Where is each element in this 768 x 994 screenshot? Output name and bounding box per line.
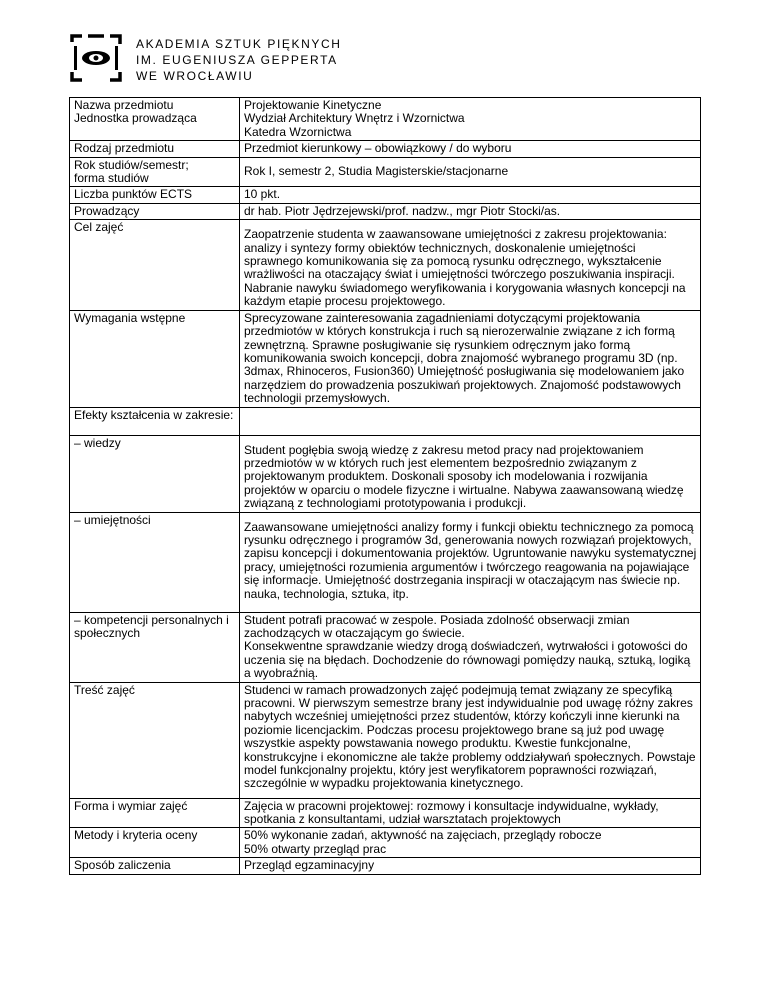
competencies-label: – kompetencji personalnych i społecznych [70,612,240,682]
goal-value: Zaopatrzenie studenta w zaawansowane umiejętności z zakresu projektowania: analizy i syntezy formy obiektów technicznych, doskonalenie umiejętności sprawnego komunikowania się za pomocą rysunku odręcznego, wykształcenie wrażliwości na otaczający świat i umiejętności twórczego poszukiwania inspiracji. Nabranie nawyku świadomego weryfikowania i korygowania własnych koncepcji na każdym etapie procesu projektowego. [240,220,701,310]
skills-label: – umiejętności [70,512,240,612]
table-row [70,828,701,858]
course-type-value: Przedmiot kierunkowy – obowiązkowy / do wyboru [240,141,701,157]
lecturer-label: Prowadzący [70,203,240,219]
outcomes-label: Efekty kształcenia w zakresie: [70,407,240,435]
ects-value: 10 pkt. [240,187,701,203]
requirements-label: Wymagania wstępne [70,310,240,407]
institution-line-1: AKADEMIA SZTUK PIĘKNYCH [136,37,342,51]
institution-name [136,36,342,84]
outcomes-value [240,407,701,435]
table-row [70,407,701,435]
table-row [70,203,701,219]
assessment-label: Sposób zaliczenia [70,858,240,874]
form-value: Zajęcia w pracowni projektowej: rozmowy i konsultacje indywidualne, wykłady, spotkania z konsultantami, udział warsztatach projektowych [240,798,701,828]
ects-label: Liczba punktów ECTS [70,187,240,203]
academy-logo [68,32,124,84]
content-label: Treść zajęć [70,682,240,798]
course-info-table [69,97,701,875]
course-name-label: Nazwa przedmiotu Jednostka prowadząca [70,98,240,141]
assessment-value: Przegląd egzaminacyjny [240,858,701,874]
form-label: Forma i wymiar zajęć [70,798,240,828]
table-row [70,612,701,682]
table-row [70,798,701,828]
requirements-value: Sprecyzowane zainteresowania zagadnieniami dotyczącymi projektowania przedmiotów w których konstrukcja i ruch są nierozerwalnie związane z ich formą zewnętrzną. Sprawne posługiwanie się rysunkiem odręcznym jako formą komunikowania swoich koncepcji, dobra znajomość wybranego programu 3D (np. 3dmax, Rhinoceros, Fusion360) Umiejętność posługiwania się modelowaniem jako narzędziem do prowadzenia poszukiwań projektowych. Znajomość podstawowych technologii przemysłowych. [240,310,701,407]
goal-label: Cel zajęć [70,220,240,310]
methods-value: 50% wykonanie zadań, aktywność na zajęciach, przeglądy robocze 50% otwarty przegląd prac [240,828,701,858]
table-row [70,141,701,157]
table-row [70,98,701,141]
table-row [70,220,701,310]
course-name-value: Projektowanie Kinetyczne Wydział Architektury Wnętrz i Wzornictwa Katedra Wzornictwa [240,98,701,141]
course-type-label: Rodzaj przedmiotu [70,141,240,157]
knowledge-value: Student pogłębia swoją wiedzę z zakresu metod pracy nad projektowaniem przedmiotów w w których ruch jest elementem bezpośrednio związanym z projektowanym produktem. Doskonali sposoby ich modelowania i rozwijania projektów w oparciu o modele fizyczne i wirtualne. Nabywa zaawansowaną wiedzę związaną z technologiami prototypowania i produkcji. [240,435,701,512]
year-value: Rok I, semestr 2, Studia Magisterskie/stacjonarne [240,157,701,187]
institution-line-3: WE WROCŁAWIU [136,69,254,83]
table-row [70,858,701,874]
content-value: Studenci w ramach prowadzonych zajęć podejmują temat związany ze specyfiką pracowni. W pierwszym semestrze brany jest indywidualnie pod uwagę różny zakres nabytych wcześniej umiejętności przez studentów, którzy kończyli inne kierunki na poziomie licencjackim. Podczas procesu projektowego brane są już pod uwagę wszystkie aspekty powstawania nowego produktu. Kwestie funkcjonalne, konstrukcyjne i ekonomiczne ale także problemy oddziaływań społecznych. Powstaje model funkcjonalny projektu, który jest weryfikatorem poprawności rozwiązań, szczególnie w wypadku projektowania kinetycznego. [240,682,701,798]
skills-value: Zaawansowane umiejętności analizy formy i funkcji obiektu technicznego za pomocą rysunku odręcznego i programów 3d, generowania nowych rozwiązań projektowych, zapisu koncepcji i dokumentowania projektów. Ugruntowanie nawyku systematycznej pracy, umiejętności rozumienia argumentów i twórczego reagowania na pojawiające się informacje. Umiejętność dostrzegania inspiracji w otaczającym nas świecie np. nauka, technologia, sztuka, itp. [240,512,701,612]
methods-label: Metody i kryteria oceny [70,828,240,858]
table-row [70,682,701,798]
lecturer-value: dr hab. Piotr Jędrzejewski/prof. nadzw., mgr Piotr Stocki/as. [240,203,701,219]
table-row [70,187,701,203]
institution-line-2: IM. EUGENIUSZA GEPPERTA [136,53,338,67]
table-row [70,512,701,612]
competencies-value: Student potrafi pracować w zespole. Posiada zdolność obserwacji zmian zachodzących w otaczającym go świecie. Konsekwentne sprawdzanie wiedzy drogą doświadczeń, wytrwałości i gotowości do uczenia się na błędach. Dochodzenie do równowagi pomiędzy nauką, sztuką, logiką a wyobraźnią. [240,612,701,682]
knowledge-label: – wiedzy [70,435,240,512]
table-row [70,157,701,187]
table-row [70,310,701,407]
table-row [70,435,701,512]
year-label: Rok studiów/semestr; forma studiów [70,157,240,187]
